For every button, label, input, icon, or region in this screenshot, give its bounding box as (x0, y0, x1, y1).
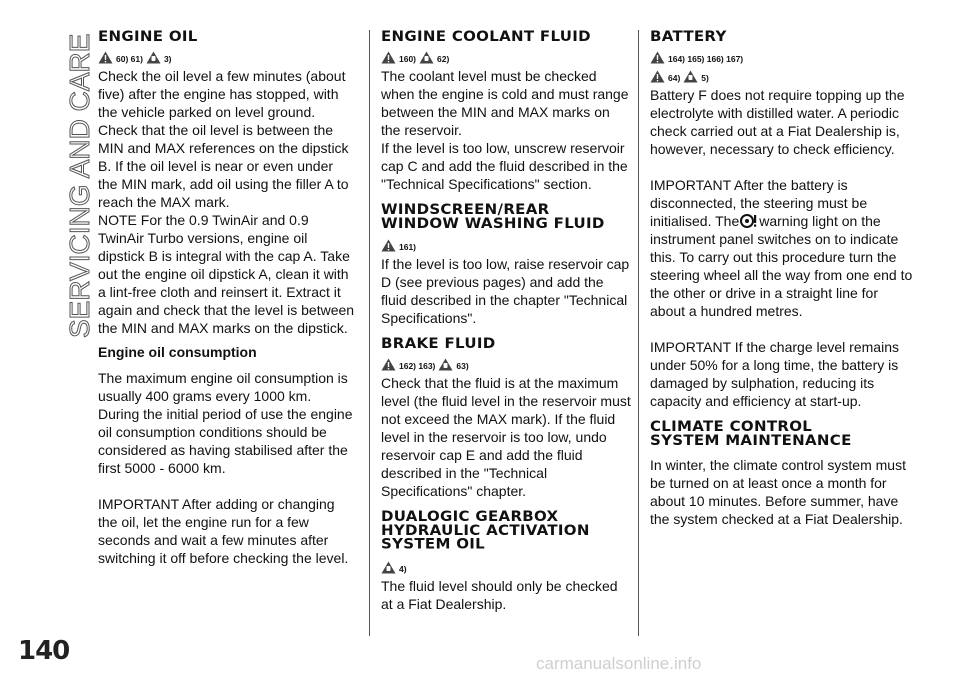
column-battery (650, 30, 915, 528)
warning-triangle-icon (381, 51, 396, 64)
heading-line: SYSTEM MAINTENANCE (650, 431, 852, 449)
hand-warning-icon (146, 51, 161, 64)
paragraph (650, 176, 915, 320)
reference-number: 62) (437, 54, 450, 64)
warning-triangle-icon (381, 239, 396, 252)
reference-marks (381, 558, 631, 574)
reference-marks (650, 67, 915, 83)
reference-marks (381, 48, 631, 64)
reference-number: 3) (163, 54, 172, 64)
reference-marks (650, 48, 915, 64)
reference-number: 5) (701, 73, 709, 83)
heading-washer-fluid (381, 203, 631, 231)
hand-warning-icon (381, 561, 396, 574)
paragraph: Battery F does not require topping up the electrolyte with distilled water. A periodic check carried out at a Fiat Dealership is, however, necessary to check efficiency. (650, 87, 905, 157)
reference-number: 4) (399, 564, 407, 574)
reference-number: 64) (668, 73, 681, 83)
hand-warning-icon (419, 51, 434, 64)
subheading-oil-consumption: Engine oil consumption (98, 344, 257, 360)
paragraph: If the level is too low, unscrew reservoir cap C and add the fluid described in the "Technical Specifications" section. (381, 140, 628, 192)
reference-number: 161) (399, 242, 417, 252)
hand-warning-icon (438, 358, 453, 371)
heading-engine-oil: ENGINE OIL (98, 28, 198, 45)
column-divider (638, 30, 639, 636)
watermark: carmanualsonline.info (536, 654, 702, 673)
reference-number: 60) 61) (116, 54, 143, 64)
heading-line: CLIMATE CONTROL (650, 418, 813, 435)
paragraph: The fluid level should only be checked at a Fiat Dealership. (381, 578, 618, 612)
heading-line: DUALOGIC GEARBOX (381, 508, 559, 525)
reference-marks (381, 355, 631, 371)
reference-marks (381, 236, 631, 252)
steering-warning-icon (739, 214, 759, 228)
column-fluids (381, 30, 631, 613)
reference-number: 162) 163) (399, 361, 436, 371)
paragraph: Check that the fluid is at the maximum level (the fluid level in the reservoir must not exceed the MAX mark). If the fluid level in the reservoir is too low, undo reservoir cap E and add the fluid described in the "Technical Specifications" chapter. (381, 375, 631, 499)
section-side-title (40, 18, 100, 348)
heading-coolant: ENGINE COOLANT FLUID (381, 28, 591, 45)
paragraph: The coolant level must be checked when the engine is cold and must range between the MIN and MAX marks on the reservoir. (381, 68, 629, 138)
reference-number: 63) (456, 361, 469, 371)
heading-dualogic-oil (381, 510, 631, 551)
heading-line: WINDSCREEN/REAR (381, 201, 550, 218)
paragraph: NOTE For the 0.9 TwinAir and 0.9 TwinAir Turbo versions, engine oil dipstick B is integral with the cap A. Take out the engine oil dipstick A, clean it with a lint-free cloth and reinsert it. Extract it again and check that the level is between the MIN and MAX marks on the dipstick. (98, 212, 355, 336)
warning-triangle-icon (650, 51, 665, 64)
paragraph: The maximum engine oil consumption is usually 400 grams every 1000 km. During the initial period of use the engine oil consumption conditions should be considered as having stabilised after the first 5000 - 6000 km. (98, 370, 353, 476)
warning-triangle-icon (381, 358, 396, 371)
paragraph: Check the oil level a few minutes (about five) after the engine has stopped, with the vehicle parked on level ground. Check that the oil level is between the MIN and MAX references on the dipstick B. If the oil level is near or even under the MIN mark, add oil using the filler A to reach the MAX mark. (98, 68, 349, 210)
side-title-text: SERVICING AND CARE (64, 33, 95, 338)
warning-triangle-icon (650, 70, 665, 83)
warning-triangle-icon (98, 51, 113, 64)
hand-warning-icon (683, 70, 698, 83)
page-number: 140 (18, 636, 70, 666)
heading-battery: BATTERY (650, 28, 727, 45)
heading-line: HYDRAULIC ACTIVATION (381, 521, 590, 539)
text-run: warning light on the instrument panel switches on to indicate this. To carry out this procedure turn the steering wheel all the way from one end to the other or drive in a straight line for about a hundred metres. (650, 213, 913, 319)
reference-marks (98, 48, 356, 64)
text-run: IMPORTANT After the battery is disconnected, the steering must be initialised. The (650, 177, 868, 229)
paragraph: IMPORTANT If the charge level remains under 50% for a long time, the battery is damaged by sulphation, reducing its capacity and efficiency at start-up. (650, 339, 899, 409)
paragraph: IMPORTANT After adding or changing the oil, let the engine run for a few seconds and wait a few minutes after switching it off before checking the level. (98, 496, 349, 566)
reference-number: 160) (399, 54, 417, 64)
paragraph: In winter, the climate control system must be turned on at least once a month for about 10 minutes. Before summer, have the system checked at a Fiat Dealership. (650, 457, 906, 527)
heading-brake-fluid: BRAKE FLUID (381, 335, 496, 352)
heading-line: SYSTEM OIL (381, 535, 485, 553)
heading-climate-control (650, 420, 915, 448)
reference-number: 164) 165) 166) 167) (668, 54, 744, 64)
column-divider (369, 30, 370, 636)
column-engine-oil (98, 30, 356, 567)
paragraph: If the level is too low, raise reservoir cap D (see previous pages) and add the fluid described in the chapter "Technical Specifications". (381, 256, 630, 326)
heading-line: WINDOW WASHING FLUID (381, 214, 605, 232)
